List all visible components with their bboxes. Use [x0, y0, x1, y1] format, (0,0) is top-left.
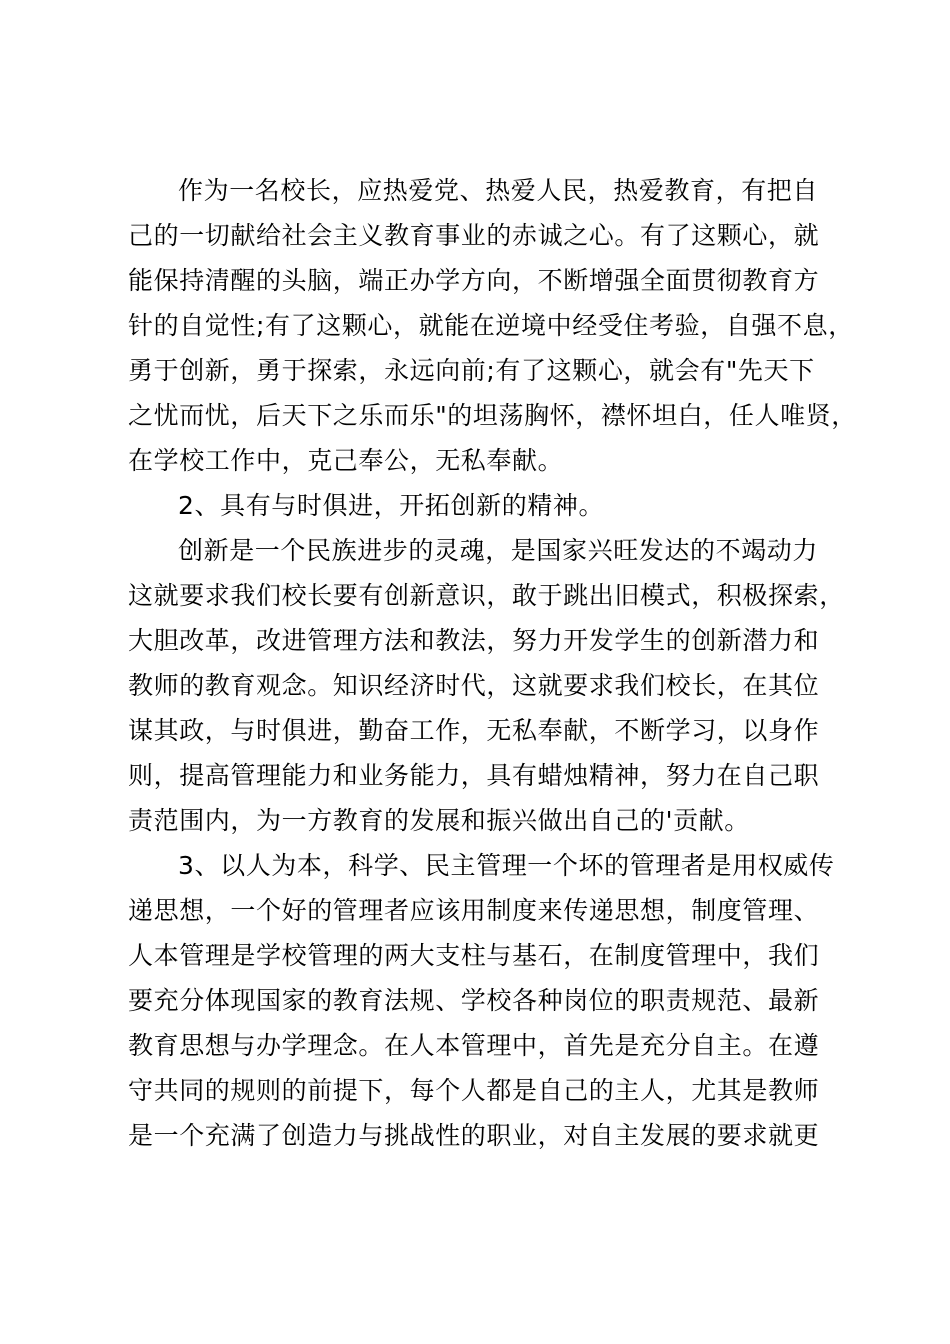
text-line: 是一个充满了创造力与挑战性的职业，对自主发展的要求就更	[128, 1121, 820, 1150]
text-line: 能保持清醒的头脑，端正办学方向，不断增强全面贯彻教育方	[128, 266, 820, 295]
text-line: 守共同的规则的前提下，每个人都是自己的主人，尤其是教师	[128, 1076, 820, 1105]
text-line: 之忧而忧，后天下之乐而乐"的坦荡胸怀，襟怀坦白，任人唯贤，	[128, 401, 857, 430]
paragraph-people-oriented	[128, 843, 852, 1158]
text-line: 要充分体现国家的教育法规、学校各种岗位的职责规范、最新	[128, 986, 820, 1015]
text-line: 人本管理是学校管理的两大支柱与基石，在制度管理中，我们	[128, 941, 820, 970]
text-line: 大胆改革，改进管理方法和教法，努力开发学生的创新潜力和	[128, 626, 820, 655]
text-line: 教师的教育观念。知识经济时代，这就要求我们校长，在其位	[128, 671, 820, 700]
text-line: 这就要求我们校长要有创新意识，敢于跳出旧模式，积极探索，	[128, 581, 845, 610]
text-line: 创新是一个民族进步的灵魂，是国家兴旺发达的不竭动力	[178, 536, 819, 565]
text-line: 谋其政，与时俱进，勤奋工作，无私奉献，不断学习，以身作	[128, 716, 820, 745]
document-body	[128, 168, 857, 1158]
text-line: 作为一名校长，应热爱党、热爱人民，热爱教育，有把自	[178, 176, 819, 205]
text-line: 则，提高管理能力和业务能力，具有蜡烛精神，努力在自己职	[128, 761, 820, 790]
section-heading: 2、具有与时俱进，开拓创新的精神。	[178, 491, 605, 520]
text-line: 针的自觉性;有了这颗心，就能在逆境中经受住考验，自强不息，	[128, 311, 854, 340]
paragraph-innovation	[128, 528, 852, 843]
text-line: 教育思想与办学理念。在人本管理中，首先是充分自主。在遵	[128, 1031, 820, 1060]
text-line: 勇于创新，勇于探索，永远向前;有了这颗心，就会有"先天下	[128, 356, 815, 385]
paragraph-principal-qualities	[128, 168, 857, 483]
text-line: 递思想，一个好的管理者应该用制度来传递思想，制度管理、	[128, 896, 820, 925]
text-line: 责范围内，为一方教育的发展和振兴做出自己的'贡献。	[128, 806, 750, 835]
text-line: 3、以人为本，科学、民主管理一个坏的管理者是用权威传	[178, 851, 835, 880]
text-line: 在学校工作中，克己奉公，无私奉献。	[128, 446, 564, 475]
text-line: 己的一切献给社会主义教育事业的赤诚之心。有了这颗心，就	[128, 221, 820, 250]
paragraph-heading-2	[128, 483, 852, 528]
